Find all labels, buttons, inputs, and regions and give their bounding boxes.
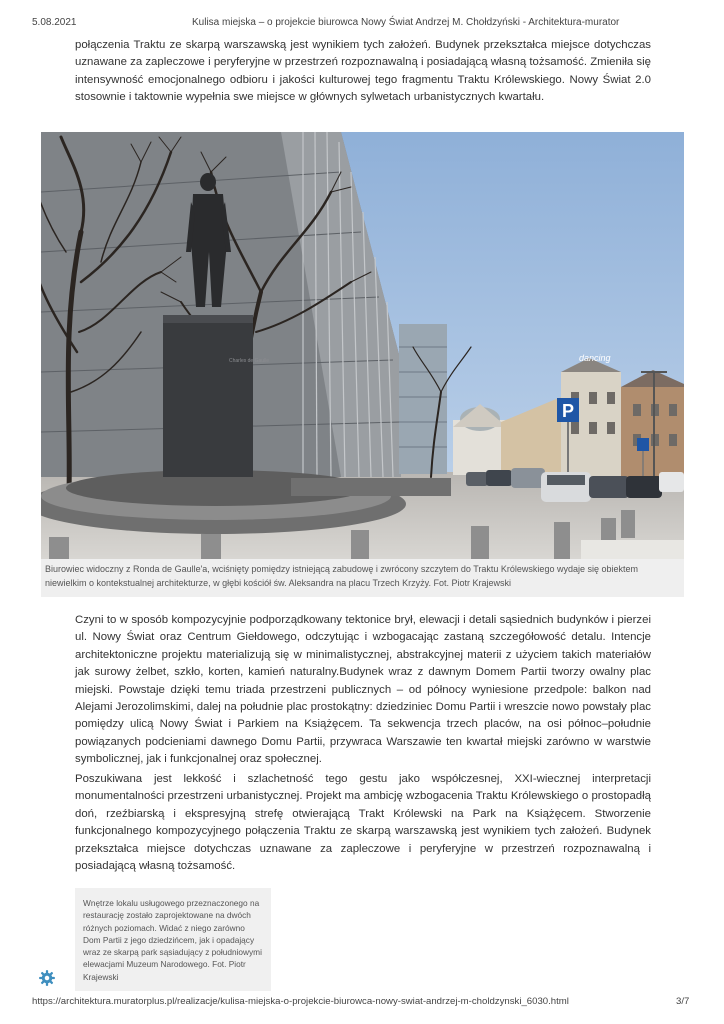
side-image-caption: Wnętrze lokalu usługowego przeznaczonego na restaurację zostało zaprojektowane na dwóch różnych poziomach. Widać z niego zarówno Dom Partii z jego dziedzińcem, jak i opadający wraz ze skarpą park sąsiadujący z południowymi elewacjami Muzeum Narodowego. Fot. Piotr Krajewski bbox=[83, 898, 262, 982]
article-paragraph-2: Poszukiwana jest lekkość i szlachetność tego gestu jako współczesnej, XXI-wiecznej interpretacji monumentalności przestrzeni urbanistycznej. Projekt ma ambicję wzbogacenia Traktu Królewskiego o prostopadłą doń, rzeźbiarską i ekspresyjną strefę otwierającą Trakt Królewski na Park na Książęcem. Stworzenie funkcjonalnego kompozycyjnego połączenia Traktu ze skarpą warszawską jest wynikiem tych założeń. Budynek przekształca miejsce dotychczas uznawane za zapleczowe i peryferyjne w przestrzeń rozpoznawalną i posiadającą własną tożsamość. bbox=[75, 773, 651, 873]
side-image-caption-box bbox=[75, 888, 271, 991]
print-date: 5.08.2021 bbox=[32, 17, 77, 28]
article-paragraph-top: połączenia Traktu ze skarpą warszawską jest wynikiem tych założeń. Budynek przekształca miejsce dotychczas uznawane za zapleczowe i peryferyjne w przestrzeń rozpoznawalną i posiadającą własną tożsamość. Zmieniła się intensywność emocjonalnego odbioru i jakości kulturowej tego fragmentu Traktu Królewskiego. Nowy Świat 2.0 stosownie i taktownie wypełnia swe miejsce w głównych sylwetach urbanistycznych kwartału. bbox=[75, 39, 651, 104]
print-page-title: Kulisa miejska – o projekcie biurowca Nowy Świat Andrzej M. Chołdzyński - Architektura-murator bbox=[192, 17, 620, 28]
page-number: 3/7 bbox=[676, 996, 690, 1007]
statue-plaque: Charles de Gaulle bbox=[229, 358, 270, 364]
article-photo bbox=[41, 132, 684, 559]
dancing-sign: dancing bbox=[579, 353, 611, 363]
gear-icon[interactable] bbox=[38, 969, 56, 987]
parking-sign: P bbox=[562, 401, 575, 421]
article-figure bbox=[41, 132, 684, 597]
page-url[interactable]: https://architektura.muratorplus.pl/realizacje/kulisa-miejska-o-projekcie-biurowca-nowy-swiat-andrzej-m-choldzynski_6030.html bbox=[32, 996, 569, 1007]
article-paragraph-1: Czyni to w sposób kompozycyjnie podporządkowany tektonice brył, elewacji i detali sąsiednich budynków i pierzei ul. Nowy Świat oraz Centrum Giełdowego, odczytując i wzbogacając zastaną szczegółowość detalu. Intencje architektoniczne projektu materializują się w minimalistycznej, abstrakcyjnej materii z użyciem takich materiałów jak surowy żelbet, szkło, korten, kamień naturalny.Budynek wraz z dawnym Domem Partii tworzy owalny plac miejski. Powstaje dzięki temu triada przestrzeni publicznych – od północy wyniesione przedpole: balkon nad Alejami Jerozolimskimi, dalej na południe plac prostokątny: dziedziniec Domu Partii i wreszcie nowo powstały plac pomiędzy ulicą Nowy Świat i Parkiem na Książęcem. Ta sekwencja trzech placów, na osi północ–południe powiązanych podcieniami dawnego Domu Partii, przywraca Warszawie ten kwartał miejski zarówno w warstwie symbolicznej, jak i funkcjonalnej oraz społecznej. bbox=[75, 614, 651, 766]
figure-caption: Biurowiec widoczny z Ronda de Gaulle'a, wciśnięty pomiędzy istniejącą zabudowę i zwrócony szczytem do Traktu Królewskiego wydaje się obiektem niewielkim o kontekstualnej architekturze, w głębi kościół św. Aleksandra na placu Trzech Krzyży. Fot. Piotr Krajewski bbox=[45, 564, 638, 588]
